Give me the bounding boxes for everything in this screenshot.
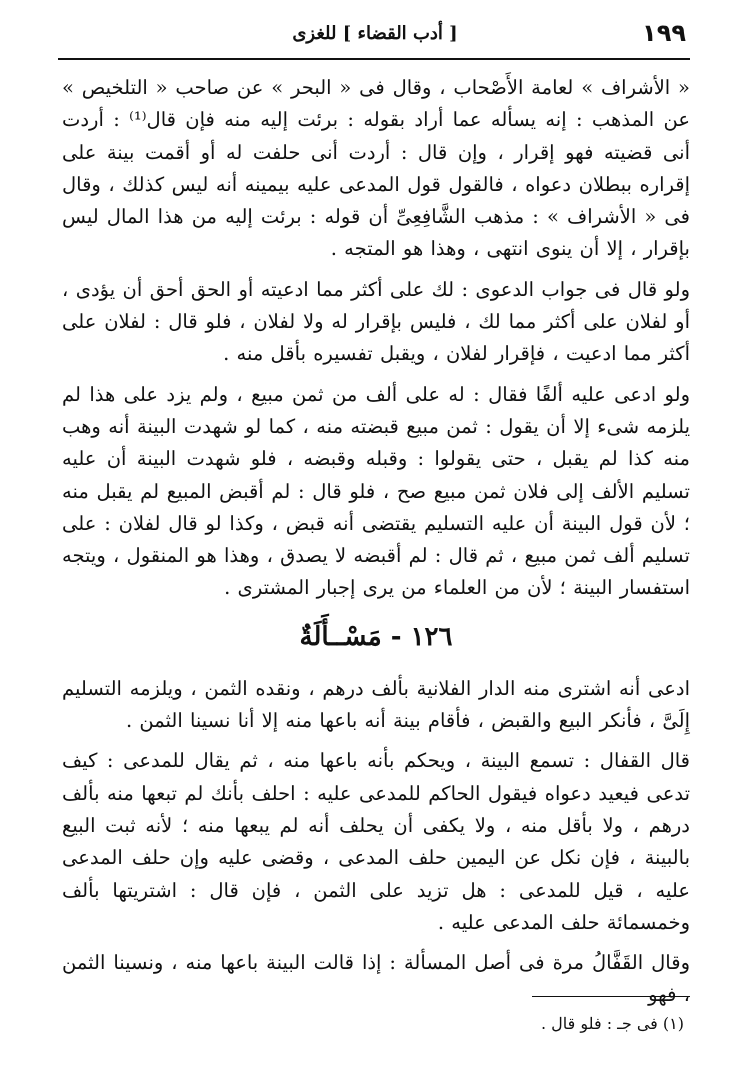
- running-title: [ أدب القضاء ] للغزى: [292, 22, 458, 44]
- paragraph-3: ولو ادعى عليه ألفًا فقال : له على ألف من ثمن مبيع ، ولم يزد على هذا لم يلزمه شىء إلا أن يقول : ثمن مبيع قبضته منه ، كما لو شهدت البينة أنه وهب منه كذا لم يقبل ، حتى يقولوا : وقبله وقبضه ، فلو شهدت البينة أن عليه تسليم الألف إلى فلان ثمن مبيع صح ، فلو قال : لم أقبض المبيع لم يقبل منه ؛ لأن قول البينة أن عليه التسليم يقتضى أنه قبض ، وكذا لو قال لفلان : على تسليم ألف ثمن مبيع ، ثم قال : لم أقبضه لا يصدق ، وهذا هو المنقول ، ويتجه استفسار البينة ؛ لأن من العلماء من يرى إجبار المشترى .: [62, 382, 690, 600]
- section-heading: ١٢٦ - مَسْــأَلَةٌ: [299, 621, 453, 652]
- main-text: [62, 72, 690, 1012]
- page-number: ١٩٩: [642, 19, 686, 47]
- header-divider: [58, 58, 690, 60]
- paragraph-5: قال القفال : تسمع البينة ، ويحكم بأنه باعها منه ، ثم يقال للمدعى : كيف تدعى فيعيد دعواه فيقول الحاكم للمدعى عليه : احلف بأنك لم تبعها منه بألف درهم ، ولا بأقل منه ، ولا يكفى أن يحلف أنه لم يبعها منه ؛ لأنه ثبت البيع بالبينة ، فإن نكل عن اليمين حلف المدعى ، وقضى عليه وإن حلف المدعى عليه ، قيل للمدعى : هل تزيد على الثمن ، فإن قال : اشتريتها بألف وخمسمائة حلف المدعى عليه .: [62, 749, 690, 934]
- footnote-divider: [532, 996, 690, 997]
- page-header: [64, 16, 686, 50]
- paragraph-6: وقال القَفَّالُ مرة فى أصل المسألة : إذا قالت البينة باعها منه ، ونسينا الثمن ، فهو: [62, 951, 690, 1007]
- footnote: (١) فى جـ : فلو قال .: [541, 1014, 684, 1033]
- paragraph-4: ادعى أنه اشترى منه الدار الفلانية بألف درهم ، ونقده الثمن ، ويلزمه التسليم إِلَىَّ ، فأنكر البيع والقبض ، فأقام بينة أنه باعها منه إلا أنا نسينا الثمن .: [62, 676, 690, 733]
- paragraph-2: ولو قال فى جواب الدعوى : لك على أكثر مما ادعيته أو الحق أحق أن يؤدى ، أو لفلان على أكثر مما لك ، فليس بإقرار له ولا لفلان ، فلو قال : لفلان على أكثر مما ادعيت ، فإقرار لفلان ، ويقبل تفسيره بأقل منه .: [62, 277, 690, 366]
- paragraph-1: « الأشراف » لعامة الأَصْحاب ، وقال فى « البحر » عن صاحب « التلخيص » عن المذهب : إنه يسأله عما أراد بقوله : برئت إليه منه فإن قال⁽¹⁾ : أردت أنى قضيته فهو إقرار ، وإن قال : أردت أنى حلفت له أو أقمت بينة على إقراره ببطلان دعواه ، فالقول قول المدعى عليه بيمينه أنه ليس كذلك ، وقال فى « الأشراف » : مذهب الشَّافِعِىِّ أن قوله : برئت إليه من هذا المال ليس بإقرار ، إلا أن ينوى انتهى ، وهذا هو المتجه .: [62, 76, 690, 261]
